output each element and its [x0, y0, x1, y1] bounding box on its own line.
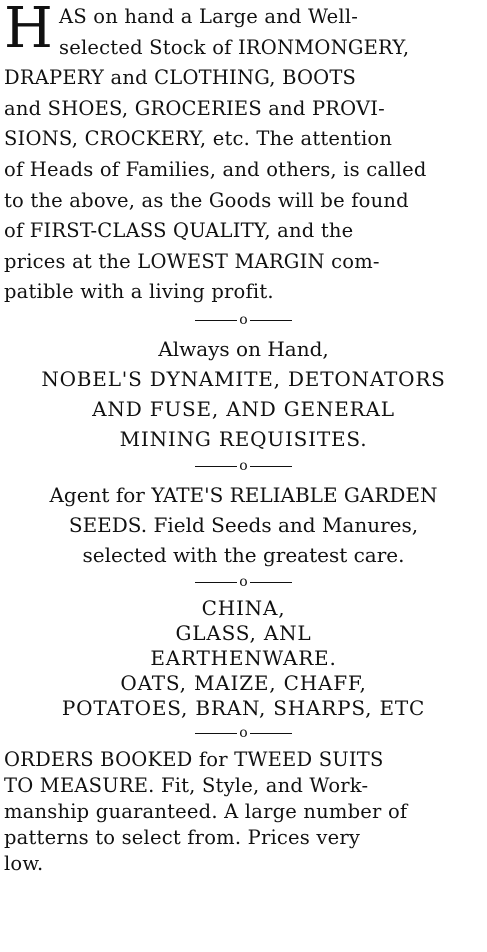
seeds-line-3: selected with the greatest care.: [82, 542, 405, 567]
section-divider: [4, 454, 483, 480]
divider-rule-right: [250, 466, 292, 467]
intro-line-9: prices at the LOWEST MARGIN com-: [4, 249, 380, 273]
intro-line-1: AS on hand a Large and Well-: [59, 5, 359, 28]
mining-line-2: NOBEL'S DYNAMITE, DETONATORS: [41, 366, 446, 391]
divider-ornament: o: [239, 724, 248, 741]
goods-line-2: GLASS, ANL: [175, 620, 312, 645]
intro-line-5: SIONS, CROCKERY, etc. The attention: [4, 127, 393, 151]
tweed-line-2: TO MEASURE. Fit, Style, and Work-: [4, 773, 369, 797]
drop-cap: H: [4, 2, 54, 61]
tweed-section: [4, 747, 483, 877]
section-divider: [4, 570, 483, 596]
goods-line-5: POTATOES, BRAN, SHARPS, ETC: [61, 695, 426, 720]
divider-ornament: o: [239, 457, 248, 474]
intro-line-7: to the above, as the Goods will be found: [4, 188, 409, 212]
tweed-line-4: patterns to select from. Prices very: [4, 825, 361, 849]
mining-section: [4, 334, 483, 454]
divider-ornament: o: [239, 573, 248, 590]
mining-line-4: MINING REQUISITES.: [119, 426, 368, 451]
tweed-line-1: ORDERS BOOKED for TWEED SUITS: [4, 747, 384, 771]
intro-paragraph: [4, 2, 483, 63]
mining-line-1: Always on Hand,: [158, 336, 329, 361]
divider-rule-left: [195, 582, 237, 583]
divider-rule-left: [195, 320, 237, 321]
divider-ornament: o: [239, 311, 248, 328]
seeds-line-2: SEEDS. Field Seeds and Manures,: [68, 512, 419, 537]
intro-line-6: of Heads of Families, and others, is called: [4, 157, 427, 181]
intro-line-3: DRAPERY and CLOTHING, BOOTS: [4, 66, 357, 90]
goods-line-3: EARTHENWARE.: [150, 645, 337, 670]
section-divider: [4, 308, 483, 334]
divider-rule-left: [195, 466, 237, 467]
intro-paragraph-body: [4, 63, 483, 308]
seeds-line-1: Agent for YATE'S RELIABLE GARDEN: [49, 482, 438, 507]
divider-rule-left: [195, 733, 237, 734]
divider-rule-right: [250, 733, 292, 734]
goods-section: [4, 596, 483, 721]
intro-line-4: and SHOES, GROCERIES and PROVI-: [4, 96, 385, 120]
tweed-line-3: manship guaranteed. A large number of: [4, 799, 408, 823]
tweed-line-5: low.: [4, 851, 44, 875]
goods-line-4: OATS, MAIZE, CHAFF,: [120, 670, 367, 695]
goods-line-1: CHINA,: [201, 595, 286, 620]
seeds-section: [4, 480, 483, 570]
intro-line-2: selected Stock of IRONMONGERY,: [59, 35, 410, 59]
divider-rule-right: [250, 320, 292, 321]
mining-line-3: AND FUSE, AND GENERAL: [92, 396, 395, 421]
divider-rule-right: [250, 582, 292, 583]
section-divider: [4, 721, 483, 747]
intro-line-8: of FIRST-CLASS QUALITY, and the: [4, 219, 354, 243]
intro-line-10: patible with a living profit.: [4, 280, 274, 304]
